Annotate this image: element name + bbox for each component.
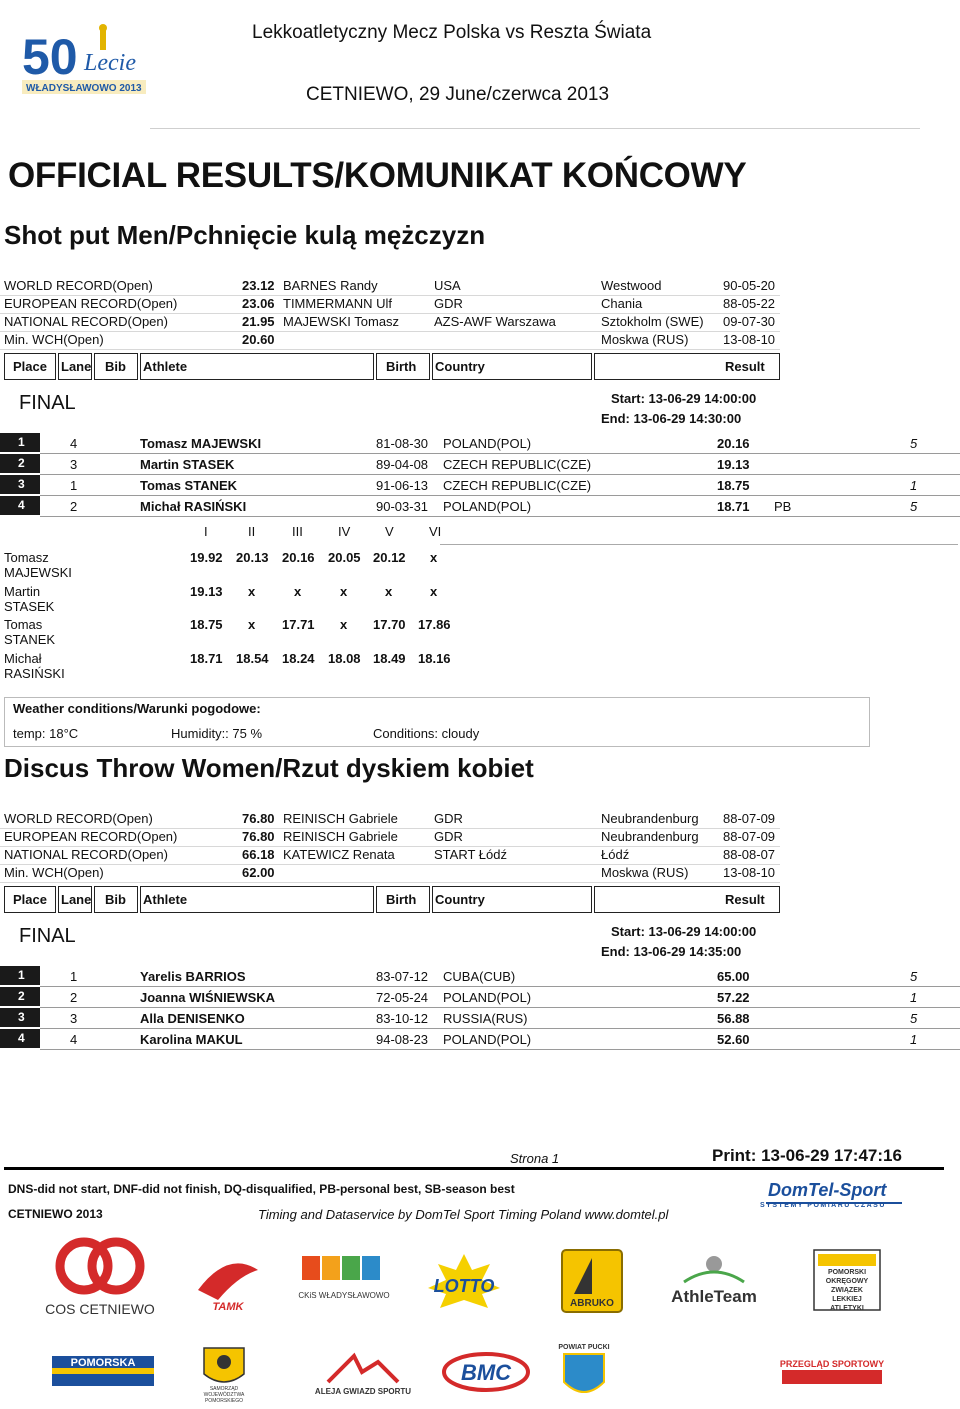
abruko-logo <box>560 1248 624 1314</box>
attempt-mark: x <box>248 617 256 632</box>
col-lane: Lane <box>58 886 92 913</box>
record-date: 88-07-09 <box>723 829 776 844</box>
result-country: POLAND(POL) <box>443 436 532 451</box>
result-points: 5 <box>910 499 918 514</box>
meeting-title: Lekkoatletyczny Mecz Polska vs Reszta Świata <box>252 22 652 43</box>
attempt-mark: x <box>340 584 348 599</box>
ckis-logo <box>296 1254 392 1308</box>
record-nation: USA <box>434 278 461 293</box>
result-place: 1 <box>0 433 40 452</box>
result-lane: 3 <box>70 1011 78 1026</box>
record-date: 09-07-30 <box>723 314 776 329</box>
attempt-header: IV <box>338 524 351 539</box>
pzla-text: POMORSKI OKRĘGOWY ZWIĄZEK LEKKIEJ ATLETYKI <box>825 1269 869 1312</box>
col-birth: Birth <box>376 886 430 913</box>
result-row <box>0 475 960 496</box>
ckis-text: CKiS WŁADYSŁAWOWO <box>298 1291 390 1300</box>
event-title-shot-put: Shot put Men/Pchnięcie kulą mężczyzn <box>4 220 486 250</box>
attempt-header: VI <box>429 524 442 539</box>
record-row <box>0 278 800 296</box>
result-athlete: Alla DENISENKO <box>140 1011 245 1026</box>
record-mark: 23.12 <box>242 278 275 293</box>
result-points: 1 <box>910 478 918 493</box>
domtel-subtitle: SYSTEMY POMIARU CZASU <box>760 1202 886 1209</box>
result-points: 1 <box>910 990 918 1005</box>
attempt-mark: 18.75 <box>190 617 223 632</box>
record-date: 88-05-22 <box>723 296 776 311</box>
samorzad-text: SAMORZĄD WOJEWÓDZTWA POMORSKIEGO <box>203 1386 245 1404</box>
aleja-text: ALEJA GWIAZD SPORTU <box>314 1387 412 1396</box>
record-row <box>0 847 800 865</box>
result-athlete: Tomas STANEK <box>140 478 238 493</box>
record-mark: 76.80 <box>242 829 275 844</box>
result-country: CZECH REPUBLIC(CZE) <box>443 478 592 493</box>
attempt-header: III <box>292 524 303 539</box>
attempt-mark: 20.12 <box>373 550 406 565</box>
result-row <box>0 1008 960 1029</box>
result-place: 4 <box>0 1029 40 1048</box>
attempt-mark: 18.54 <box>236 651 269 666</box>
col-birth: Birth <box>376 353 430 380</box>
record-row <box>0 829 800 847</box>
attempt-divider <box>440 544 958 545</box>
col-bib: Bib <box>94 886 138 913</box>
attempt-mark: 18.24 <box>282 651 315 666</box>
record-place: Łódź <box>601 847 630 862</box>
powiat-text: POWIAT PUCKI <box>558 1344 610 1351</box>
record-label: NATIONAL RECORD(Open) <box>4 314 168 329</box>
attempt-header: V <box>385 524 394 539</box>
svg-text:50: 50 <box>22 29 78 85</box>
attempt-athlete: Martin STASEK <box>4 584 55 614</box>
footer-rule <box>4 1167 944 1170</box>
result-athlete: Martin STASEK <box>140 457 235 472</box>
attempt-mark: x <box>430 584 438 599</box>
col-country: Country <box>432 886 592 913</box>
result-birth: 83-10-12 <box>376 1011 429 1026</box>
record-label: NATIONAL RECORD(Open) <box>4 847 168 862</box>
record-label: Min. WCH(Open) <box>4 332 104 347</box>
attempt-athlete: Tomas STANEK <box>4 617 56 647</box>
record-place: Chania <box>601 296 643 311</box>
pzla-logo <box>812 1248 882 1312</box>
przeglad-sportowy-logo <box>780 1356 884 1386</box>
samorzad-logo <box>192 1344 256 1404</box>
attempt-mark: x <box>248 584 256 599</box>
result-place: 1 <box>0 966 40 985</box>
result-birth: 81-08-30 <box>376 436 429 451</box>
record-athlete: TIMMERMANN Ulf <box>283 296 393 311</box>
end-time: End: 13-06-29 14:35:00 <box>601 944 742 959</box>
result-place: 3 <box>0 475 40 494</box>
record-mark: 62.00 <box>242 865 275 880</box>
attempt-mark: 18.49 <box>373 651 406 666</box>
result-athlete: Tomasz MAJEWSKI <box>140 436 262 451</box>
result-result: 65.00 <box>717 969 750 984</box>
result-country: POLAND(POL) <box>443 1032 532 1047</box>
result-place: 4 <box>0 496 40 515</box>
record-label: WORLD RECORD(Open) <box>4 278 153 293</box>
record-row <box>0 811 800 829</box>
attempt-mark: 18.08 <box>328 651 361 666</box>
result-athlete: Joanna WIŚNIEWSKA <box>140 990 276 1005</box>
col-result: Result <box>594 886 780 913</box>
svg-text:WŁADYSŁAWOWO 2013: WŁADYSŁAWOWO 2013 <box>26 83 142 94</box>
record-nation: GDR <box>434 811 463 826</box>
pomorska-logo <box>50 1352 156 1394</box>
result-divider <box>40 1049 960 1050</box>
domtel-logo <box>758 1180 908 1212</box>
tamk-logo <box>188 1250 266 1314</box>
record-place: Moskwa (RUS) <box>601 332 689 347</box>
attempt-mark: 17.71 <box>282 617 315 632</box>
record-row <box>0 296 800 314</box>
jubilee-logo <box>18 22 152 100</box>
domtel-brand: DomTel-Sport <box>768 1180 887 1200</box>
result-row <box>0 454 960 475</box>
result-points: 1 <box>910 1032 918 1047</box>
weather-box <box>4 697 870 747</box>
attempt-mark: 18.16 <box>418 651 451 666</box>
record-divider <box>0 349 780 350</box>
record-label: EUROPEAN RECORD(Open) <box>4 296 178 311</box>
record-mark: 23.06 <box>242 296 275 311</box>
record-nation: START Łódź <box>434 847 507 862</box>
col-place: Place <box>4 353 56 380</box>
attempt-header: I <box>204 524 208 539</box>
page-number: Strona 1 <box>510 1151 560 1166</box>
pomorska-text: POMORSKA <box>70 1357 136 1369</box>
bmc-logo <box>440 1350 532 1394</box>
result-lane: 2 <box>70 990 78 1005</box>
weather-temp: temp: 18°C <box>13 726 79 741</box>
result-result: 52.60 <box>717 1032 750 1047</box>
attempt-mark: 17.86 <box>418 617 451 632</box>
record-nation: AZS-AWF Warszawa <box>434 314 556 329</box>
attempt-mark: 19.13 <box>190 584 223 599</box>
result-result: 19.13 <box>717 457 750 472</box>
result-points: 5 <box>910 436 918 451</box>
result-points: 5 <box>910 1011 918 1026</box>
event-title-discus: Discus Throw Women/Rzut dyskiem kobiet <box>4 753 534 783</box>
record-athlete: REINISCH Gabriele <box>283 829 398 844</box>
print-time: Print: 13-06-29 17:47:16 <box>712 1146 902 1165</box>
footer-timing: Timing and Dataservice by DomTel Sport Timing Poland www.domtel.pl <box>258 1207 669 1222</box>
record-nation: GDR <box>434 829 463 844</box>
result-athlete: Karolina MAKUL <box>140 1032 243 1047</box>
tamk-text: TAMK <box>212 1301 244 1313</box>
col-athlete: Athlete <box>140 886 374 913</box>
result-country: CUBA(CUB) <box>443 969 516 984</box>
result-birth: 83-07-12 <box>376 969 429 984</box>
result-divider <box>40 516 960 517</box>
athleteam-text: AthleTeam <box>671 1287 757 1306</box>
attempt-header: II <box>248 524 256 539</box>
cos-cetniewo-text: COS CETNIEWO <box>45 1301 155 1317</box>
attempt-mark: 19.92 <box>190 550 223 565</box>
record-place: Westwood <box>601 278 662 293</box>
athleteam-logo <box>664 1252 764 1308</box>
bmc-text: BMC <box>460 1360 512 1385</box>
lotto-logo <box>424 1252 504 1310</box>
result-birth: 90-03-31 <box>376 499 429 514</box>
result-birth: 91-06-13 <box>376 478 429 493</box>
svg-text:Lecie: Lecie <box>84 50 136 76</box>
attempt-mark: 20.16 <box>282 550 315 565</box>
record-place: Sztokholm (SWE) <box>601 314 704 329</box>
record-mark: 21.95 <box>242 314 275 329</box>
result-lane: 1 <box>70 478 78 493</box>
cos-cetniewo-logo <box>44 1238 156 1322</box>
header-divider <box>150 128 920 129</box>
aleja-gwiazd-logo <box>314 1352 412 1398</box>
end-time: End: 13-06-29 14:30:00 <box>601 411 742 426</box>
record-label: WORLD RECORD(Open) <box>4 811 153 826</box>
record-athlete: KATEWICZ Renata <box>283 847 395 862</box>
record-date: 13-08-10 <box>723 332 776 347</box>
result-result: 56.88 <box>717 1011 750 1026</box>
record-row <box>0 332 800 350</box>
record-place: Neubrandenburg <box>601 811 699 826</box>
result-country: POLAND(POL) <box>443 990 532 1005</box>
round-label: FINAL <box>19 392 76 414</box>
result-lane: 2 <box>70 499 78 514</box>
result-result: 18.71 <box>717 499 750 514</box>
result-country: CZECH REPUBLIC(CZE) <box>443 457 592 472</box>
result-country: RUSSIA(RUS) <box>443 1011 528 1026</box>
result-birth: 72-05-24 <box>376 990 429 1005</box>
record-mark: 76.80 <box>242 811 275 826</box>
attempt-mark: 17.70 <box>373 617 406 632</box>
result-result: 20.16 <box>717 436 750 451</box>
przeglad-text: PRZEGLĄD SPORTOWY <box>779 1359 885 1369</box>
result-place: 3 <box>0 1008 40 1027</box>
record-athlete: MAJEWSKI Tomasz <box>283 314 400 329</box>
attempt-mark: x <box>340 617 348 632</box>
result-row <box>0 966 960 987</box>
result-result: 57.22 <box>717 990 750 1005</box>
result-athlete: Michał RASIŃSKI <box>140 499 247 514</box>
record-mark: 20.60 <box>242 332 275 347</box>
lotto-text: LOTTO <box>433 1276 495 1296</box>
result-lane: 3 <box>70 457 78 472</box>
page-title: OFFICIAL RESULTS/KOMUNIKAT KOŃCOWY <box>8 156 747 195</box>
result-note: PB <box>774 499 792 514</box>
meeting-place-date: CETNIEWO, 29 June/czerwca 2013 <box>306 84 610 105</box>
result-birth: 89-04-08 <box>376 457 429 472</box>
attempt-mark: 18.71 <box>190 651 223 666</box>
record-row <box>0 314 800 332</box>
result-place: 2 <box>0 454 40 473</box>
result-row <box>0 433 960 454</box>
start-time: Start: 13-06-29 14:00:00 <box>611 924 757 939</box>
record-athlete: REINISCH Gabriele <box>283 811 398 826</box>
record-athlete: BARNES Randy <box>283 278 378 293</box>
powiat-pucki-logo <box>556 1340 612 1406</box>
col-country: Country <box>432 353 592 380</box>
record-nation: GDR <box>434 296 463 311</box>
result-result: 18.75 <box>717 478 750 493</box>
result-lane: 1 <box>70 969 78 984</box>
record-mark: 66.18 <box>242 847 275 862</box>
record-place: Moskwa (RUS) <box>601 865 689 880</box>
attempt-mark: 20.13 <box>236 550 269 565</box>
attempt-athlete: Tomasz MAJEWSKI <box>4 550 72 580</box>
record-divider <box>0 882 780 883</box>
result-lane: 4 <box>70 436 78 451</box>
result-birth: 94-08-23 <box>376 1032 429 1047</box>
result-lane: 4 <box>70 1032 78 1047</box>
record-date: 13-08-10 <box>723 865 776 880</box>
weather-conditions: Conditions: cloudy <box>373 726 480 741</box>
record-label: Min. WCH(Open) <box>4 865 104 880</box>
record-date: 90-05-20 <box>723 278 776 293</box>
result-points: 5 <box>910 969 918 984</box>
record-label: EUROPEAN RECORD(Open) <box>4 829 178 844</box>
result-row <box>0 496 960 517</box>
col-place: Place <box>4 886 56 913</box>
footer-event: CETNIEWO 2013 <box>8 1207 103 1221</box>
start-time: Start: 13-06-29 14:00:00 <box>611 391 757 406</box>
record-place: Neubrandenburg <box>601 829 699 844</box>
result-athlete: Yarelis BARRIOS <box>140 969 246 984</box>
result-place: 2 <box>0 987 40 1006</box>
attempt-mark: x <box>430 550 438 565</box>
round-label: FINAL <box>19 925 76 947</box>
weather-title: Weather conditions/Warunki pogodowe: <box>13 701 261 716</box>
weather-humidity: Humidity:: 75 % <box>171 726 263 741</box>
attempt-athlete: Michał RASIŃSKI <box>4 651 65 681</box>
record-date: 88-07-09 <box>723 811 776 826</box>
col-bib: Bib <box>94 353 138 380</box>
record-row <box>0 865 800 883</box>
abruko-text: ABRUKO <box>570 1298 614 1309</box>
col-athlete: Athlete <box>140 353 374 380</box>
footer-legend: DNS-did not start, DNF-did not finish, DQ-disqualified, PB-personal best, SB-season best <box>8 1182 515 1196</box>
attempt-mark: 20.05 <box>328 550 361 565</box>
attempt-mark: x <box>385 584 393 599</box>
result-row <box>0 1029 960 1050</box>
attempt-mark: x <box>294 584 302 599</box>
result-row <box>0 987 960 1008</box>
result-country: POLAND(POL) <box>443 499 532 514</box>
col-result: Result <box>594 353 780 380</box>
col-lane: Lane <box>58 353 92 380</box>
record-date: 88-08-07 <box>723 847 776 862</box>
